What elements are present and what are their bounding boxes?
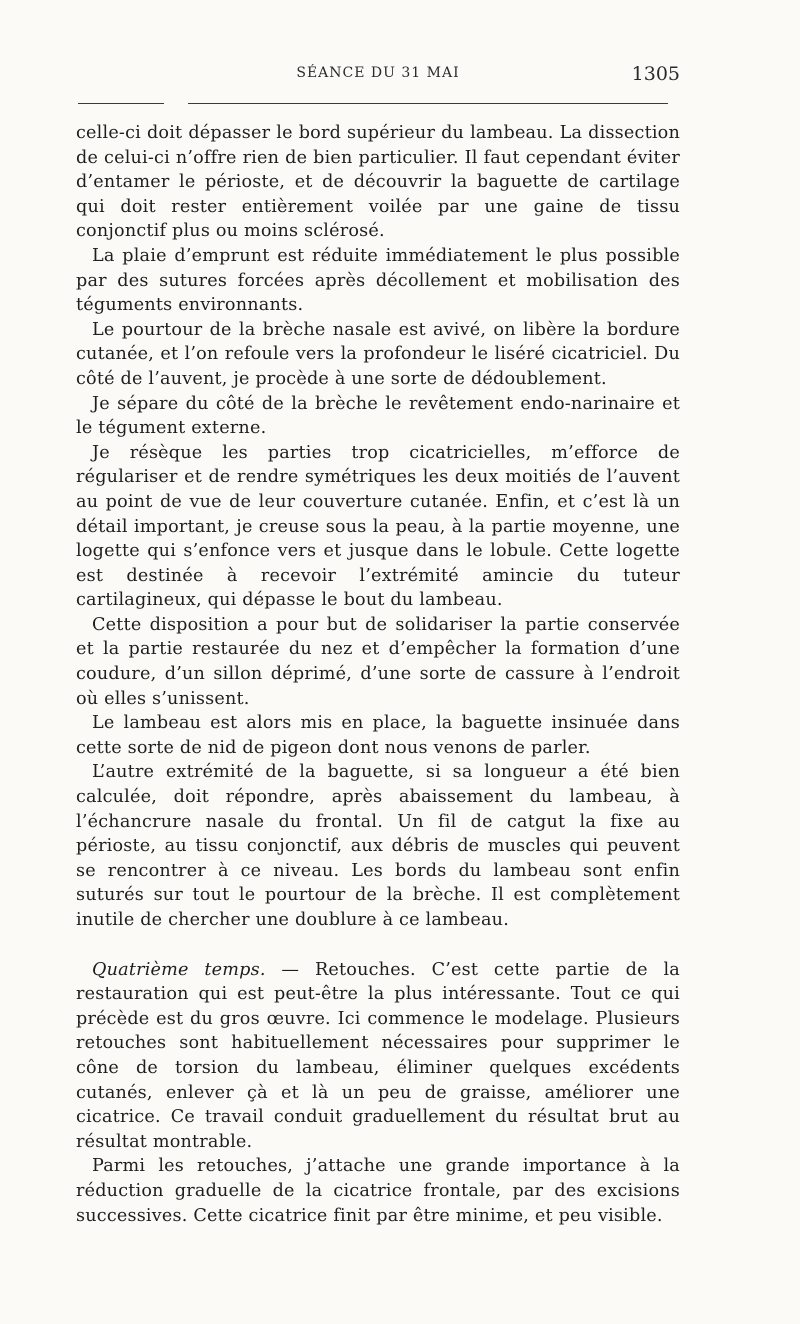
paragraph: Cette disposition a pour but de solidariser la partie conservée et la partie restaurée du nez et d’empêcher la formation d’une coudure, d’un sillon déprimé, d’une sorte de cassure à l’endroit où elles s’unissent.	[76, 614, 680, 709]
paragraph: Je sépare du côté de la brèche le revêtement endo-narinaire et le tégument externe.	[76, 393, 680, 439]
paragraph: Le lambeau est alors mis en place, la baguette insinuée dans cette sorte de nid de pigeon dont nous venons de parler.	[76, 713, 680, 758]
paragraph: L’autre extrémité de la baguette, si sa longueur a été bien calculée, doit répondre, après abaissement du lambeau, à l’échancrure nasale du frontal. Un fil de catgut la fixe au périoste, au tissu conjonctif, aux débris de muscles qui peuvent se rencontrer à ce niveau. Les bords du lambeau sont enfin suturés sur tout le pourtour de la brèche. Il est complètement inutile de chercher une doublure à ce lambeau.	[76, 762, 680, 930]
section-spacer	[76, 933, 680, 958]
section-paragraph-text: Retouches. C’est cette partie de la restauration qui est peut-être la plus intéressante. Tout ce qui précède est du gros œuvre. Ici commence le modelage. Plusieurs retouches sont habituellement nécessaires pour supprimer le cône de torsion du lambeau, éliminer quelques excédents cutanés, enlever çà et là un peu de graisse, améliorer une cicatrice. Ce travail conduit graduellement du résultat brut au résultat montrable.	[76, 959, 680, 1152]
section-dash: —	[265, 959, 315, 980]
paragraph: Le pourtour de la brèche nasale est avivé, on libère la bordure cutanée, et l’on refoule vers la profondeur le liséré cicatriciel. Du côté de l’auvent, je procède à une sorte de dédoublement.	[76, 319, 680, 389]
paragraph: La plaie d’emprunt est réduite immédiatement le plus possible par des sutures forcées après décollement et mobilisation des téguments environnants.	[76, 245, 680, 316]
section-heading: Quatrième temps.	[92, 959, 266, 980]
paragraph: Parmi les retouches, j’attache une grande importance à la réduction graduelle de la cicatrice frontale, par des excisions successives. Cette cicatrice finit par être minime, et peu visible.	[76, 1156, 680, 1226]
running-title: SÉANCE DU 31 MAI	[296, 65, 460, 81]
paragraph: Je résèque les parties trop cicatricielles, m’efforce de régulariser et de rendre symétriques les deux moitiés de l’auvent au point de vue de leur couverture cutanée. Enfin, et c’est là un détail important, je creuse sous la peau, à la partie moyenne, une logette qui s’enfonce vers et jusque dans le lobule. Cette logette est destinée à recevoir l’extrémité amincie du tuteur cartilagineux, qui dépasse le bout du lambeau.	[76, 442, 680, 611]
section-paragraph	[76, 958, 680, 1155]
header-rule-left	[78, 103, 164, 104]
page-header	[76, 63, 680, 87]
body-text	[76, 121, 680, 1228]
page-number: 1305	[631, 63, 680, 85]
book-page	[76, 0, 680, 1324]
header-rule-right	[188, 103, 668, 104]
paragraph-continuation: celle-ci doit dépasser le bord supérieur du lambeau. La dissection de celui-ci n’offre rien de bien particulier. Il faut cependant éviter d’entamer le périoste, et de découvrir la baguette de cartilage qui doit rester entièrement voilée par une gaine de tissu conjonctif plus ou moins sclérosé.	[76, 123, 680, 242]
